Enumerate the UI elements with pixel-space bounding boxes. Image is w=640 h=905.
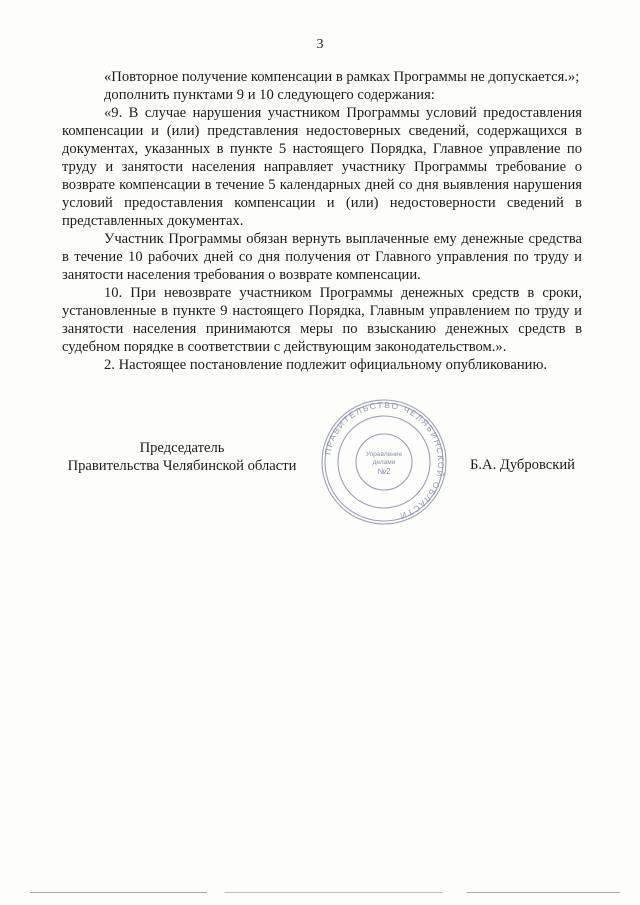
signatory-title-line-2: Правительства Челябинской области (67, 458, 297, 474)
paragraph-3: «9. В случае нарушения участником Программы условий предоставления компенсации и (или) представления недостоверных сведений, содержащихся в документах, указанных в пункте 5 настоящего Порядка, Главное управление по труду и занятости населения направляет участнику Программы требование о возврате компенсации в течение 5 календарных дней со дня выявления нарушения условий предоставления компенсации и (или) недостоверности сведений в представленных документах. (62, 105, 582, 229)
paragraph-2: дополнить пунктами 9 и 10 следующего содержания: (104, 87, 435, 103)
seal-inner-line-2: делами (372, 459, 396, 466)
page-bottom-edge (30, 892, 620, 893)
seal-inner-line-1: Управление (365, 451, 403, 458)
page-number: 3 (316, 37, 324, 52)
signatory-title-line-1: Председатель (139, 440, 225, 456)
signatory-title (62, 439, 302, 475)
seal-outer-text: ПРАВИТЕЛЬСТВО ЧЕЛЯБИНСКОЙ ОБЛАСТИ (322, 399, 447, 522)
paragraph-4: Участник Программы обязан вернуть выплаченные ему денежные средства в течение 10 рабочих дней со дня получения от Главного управления по труду и занятости населения требования о возврате компенсации. (62, 231, 582, 283)
seal-inner-line-3: №2 (377, 467, 391, 476)
paragraph-6: 2. Настоящее постановление подлежит официальному опубликованию. (104, 357, 548, 373)
paragraph-5: 10. При невозврате участником Программы денежных средств в сроки, установленные в пункте 9 настоящего Порядка, Главным управлением по труду и занятости населения принимаются меры по взысканию денежных средств в судебном порядке в соответствии с действующим законодательством.». (62, 285, 582, 355)
official-seal (304, 398, 464, 526)
paragraph-1: «Повторное получение компенсации в рамках Программы не допускается.»; (104, 69, 580, 85)
signatory-name: Б.А. Дубровский (470, 457, 575, 473)
document-body (62, 68, 582, 374)
